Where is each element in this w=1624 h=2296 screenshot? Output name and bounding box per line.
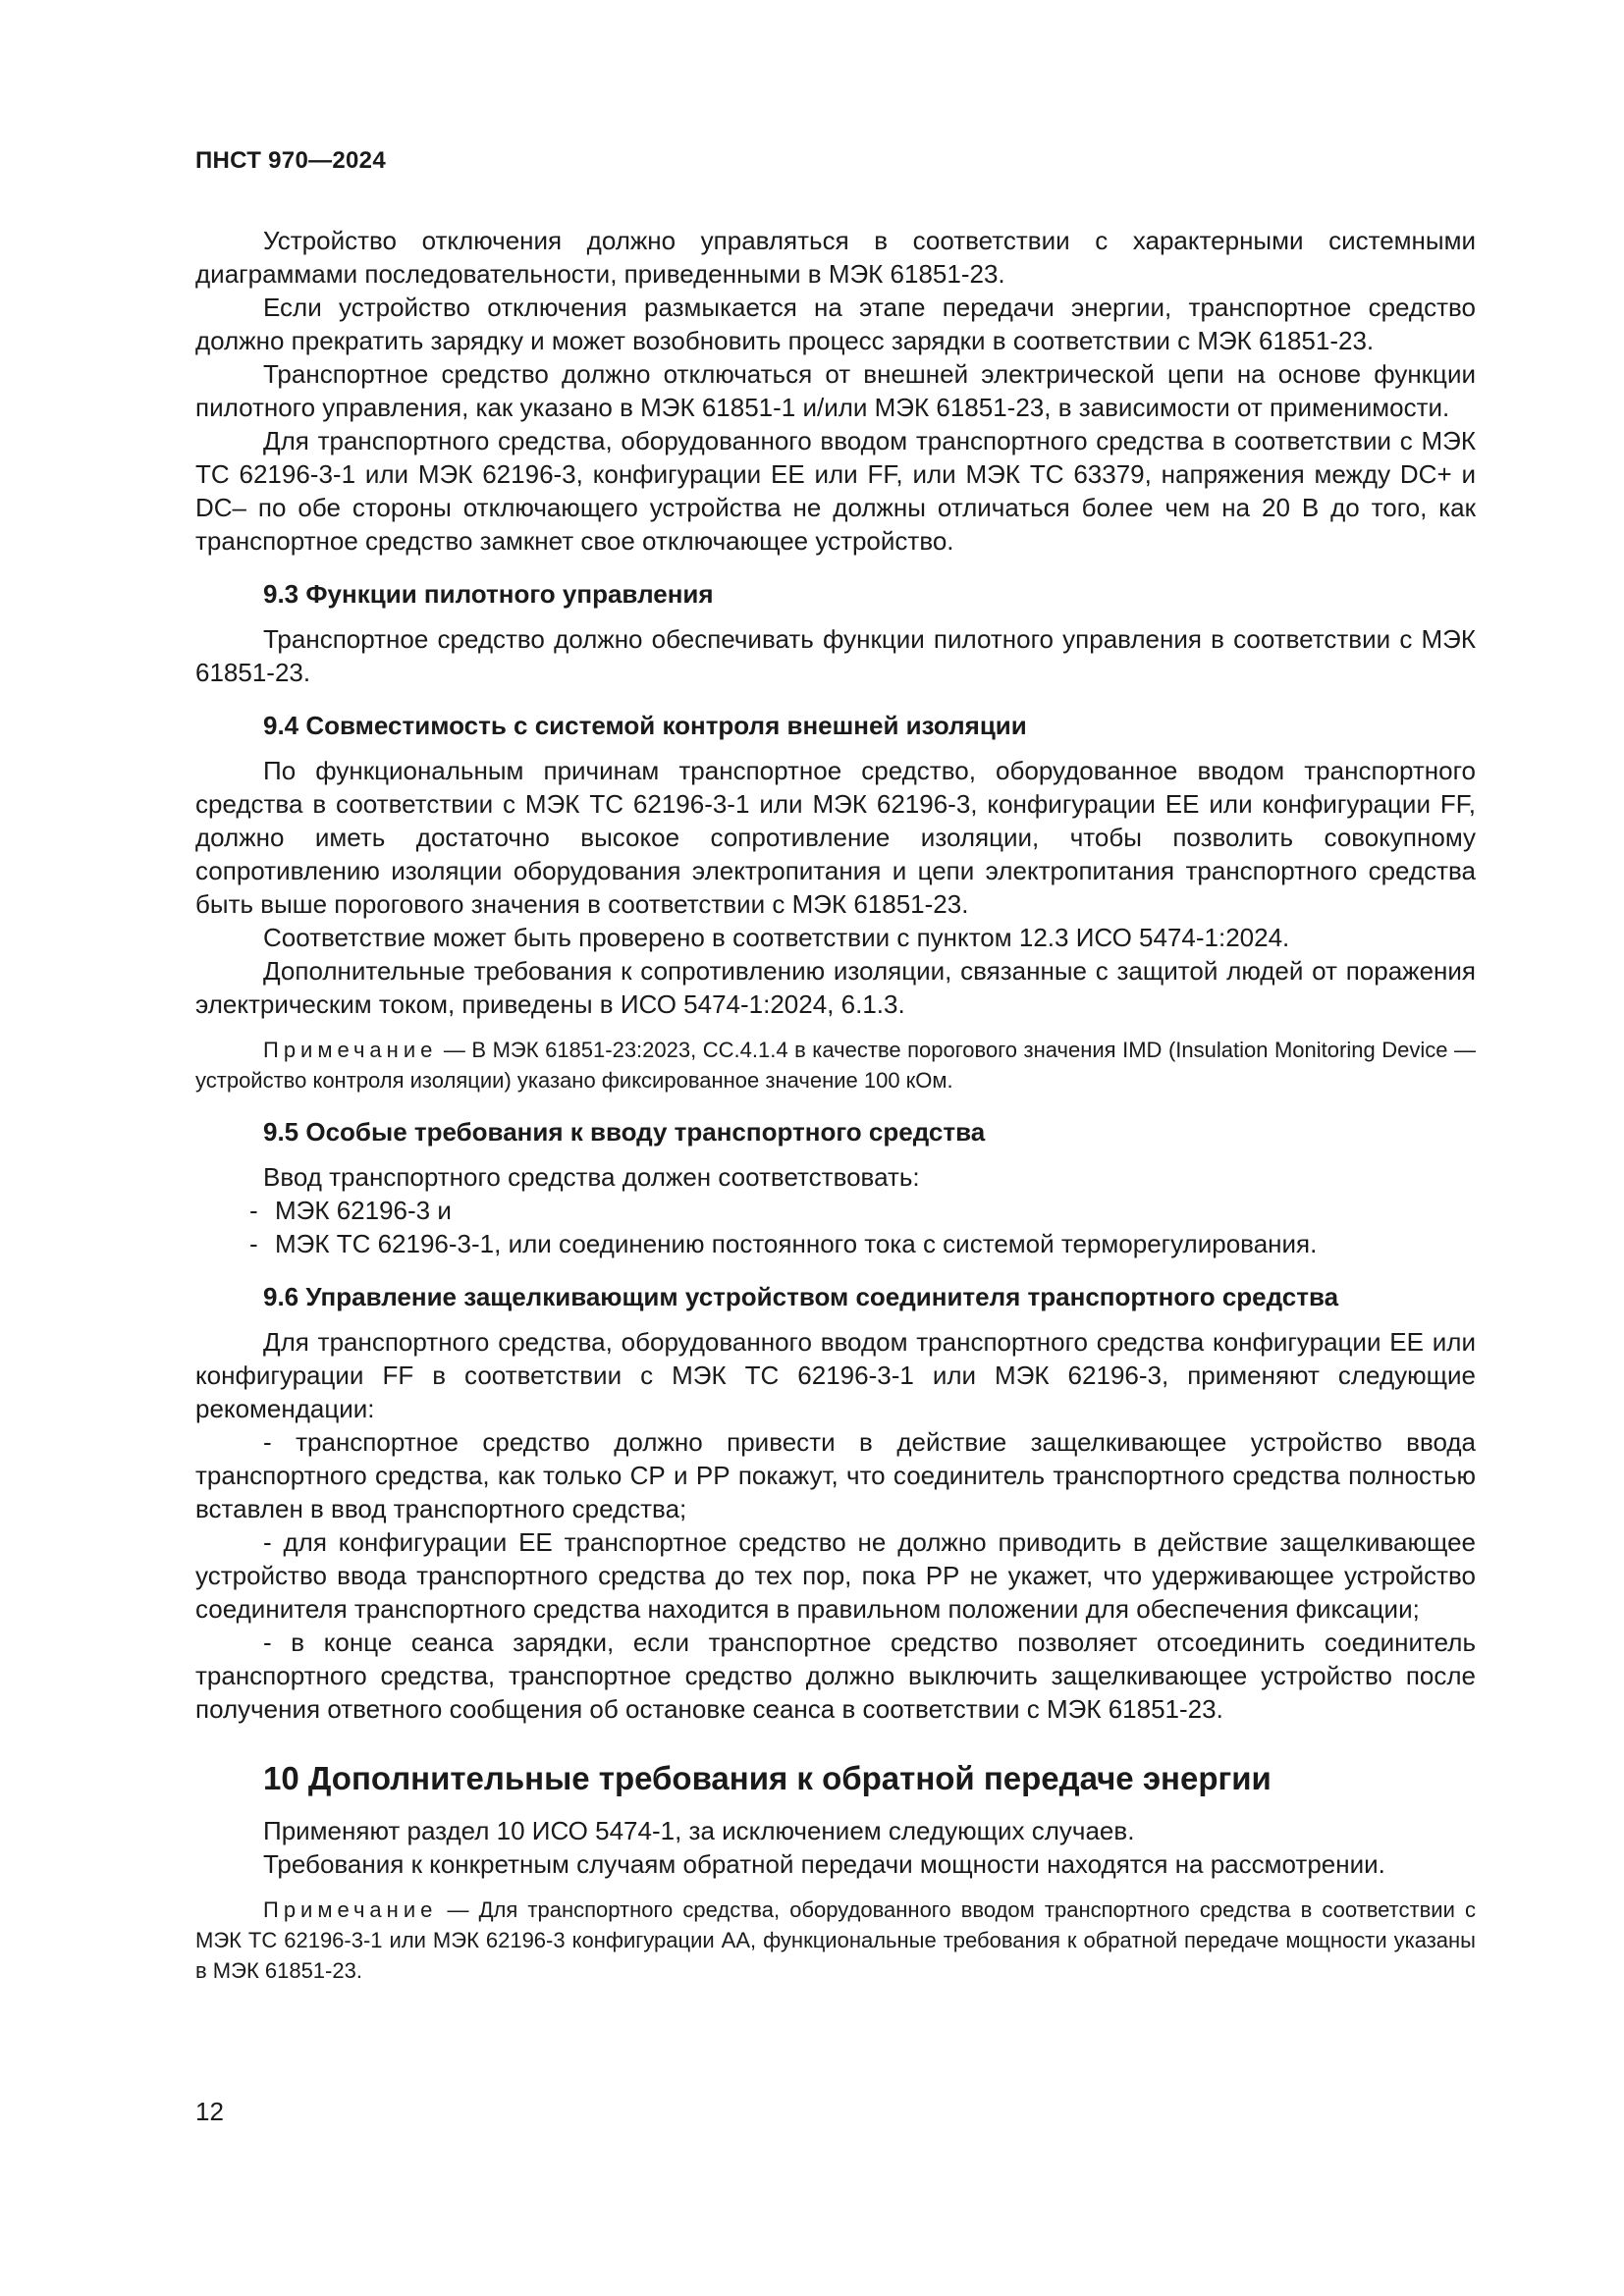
paragraph: Для транспортного средства, оборудованного вводом транспортного средства в соответствии с МЭК ТС 62196-3-1 или МЭК 62196-3, конфигурации ЕЕ или FF, или МЭК ТС 63379, напряжения между DC+ и DC– по обе стороны отключающего устройства не должны отличаться более чем на 20 В до того, как транспортное средство замкнет свое отключающее устройство. (195, 426, 1476, 556)
paragraph: - в конце сеанса зарядки, если транспортное средство позволяет отсоединить соединитель транспортного средства, транспортное средство должно выключить защелкивающее устройство после получения ответного сообщения об остановке сеанса в соответствии с МЭК 61851-23. (195, 1628, 1476, 1724)
note-text: — Для транспортного средства, оборудованного вводом транспортного средства в соответствии с МЭК ТС 62196-3-1 или МЭК 62196-3 конфигурации АА, функциональные требования к обратной передаче мощности указаны в МЭК 61851-23. (195, 1897, 1476, 1983)
paragraph: Для транспортного средства, оборудованного вводом транспортного средства конфигурации ЕЕ или конфигурации FF в соответствии с МЭК ТС 62196-3-1 или МЭК 62196-3, применяют следующие рекомендации: (195, 1327, 1476, 1423)
section-heading-9-4: 9.4 Совместимость с системой контроля внешней изоляции (263, 711, 1027, 740)
paragraph: Если устройство отключения размыкается на этапе передачи энергии, транспортное средство должно прекратить зарядку и может возобновить процесс зарядки в соответствии с МЭК 61851-23. (195, 293, 1476, 355)
paragraph: Устройство отключения должно управляться в соответствии с характерными системными диаграммами последовательности, приведенными в МЭК 61851-23. (195, 226, 1476, 289)
paragraph: Транспортное средство должно обеспечивать функции пилотного управления в соответствии с МЭК 61851-23. (195, 624, 1476, 687)
note-label: Примечание (263, 1038, 438, 1062)
document-body (195, 224, 1476, 1986)
paragraph: Соответствие может быть проверено в соответствии с пунктом 12.3 ИСО 5474-1:2024. (263, 923, 1290, 952)
section-heading-9-5: 9.5 Особые требования к вводу транспортного средства (263, 1117, 986, 1147)
list-bullet: - (249, 1229, 258, 1258)
note-label: Примечание (263, 1897, 438, 1922)
paragraph: Применяют раздел 10 ИСО 5474-1, за исключением следующих случаев. (263, 1816, 1135, 1845)
section-heading-9-6: 9.6 Управление защелкивающим устройством соединителя транспортного средства (263, 1282, 1339, 1311)
page-number: 12 (195, 2097, 224, 2126)
note (195, 1895, 1476, 1986)
list-item-text: МЭК ТС 62196-3-1, или соединению постоянного тока с системой терморегулирования. (275, 1229, 1318, 1258)
list-bullet: - (249, 1196, 258, 1225)
note (195, 1035, 1476, 1095)
list-item (249, 1227, 1476, 1260)
paragraph: Дополнительные требования к сопротивлению изоляции, связанные с защитой людей от поражения электрическим током, приведены в ИСО 5474-1:2024, 6.1.3. (195, 956, 1476, 1019)
section-heading-10: 10 Дополнительные требования к обратной передаче энергии (263, 1760, 1272, 1796)
list-item-text: МЭК 62196-3 и (275, 1196, 452, 1225)
document-header: ПНСТ 970—2024 (195, 147, 386, 174)
paragraph: По функциональным причинам транспортное средство, оборудованное вводом транспортного средства в соответствии с МЭК ТС 62196-3-1 или МЭК 62196-3, конфигурации ЕЕ или конфигурации FF, должно иметь достаточно высокое сопротивление изоляции, чтобы позволить совокупному сопротивлению изоляции оборудования электропитания и цепи электропитания транспортного средства быть выше порогового значения в соответствии с МЭК 61851-23. (195, 756, 1476, 919)
paragraph: Требования к конкретным случаям обратной передачи мощности находятся на рассмотрении. (263, 1849, 1385, 1879)
paragraph: - транспортное средство должно привести в действие защелкивающее устройство ввода транспортного средства, как только СР и РР покажут, что соединитель транспортного средства полностью вставлен в ввод транспортного средства; (195, 1427, 1476, 1523)
paragraph: - для конфигурации ЕЕ транспортное средство не должно приводить в действие защелкивающее устройство ввода транспортного средства до тех пор, пока РР не укажет, что удерживающее устройство соединителя транспортного средства находится в правильном положении для обеспечения фиксации; (195, 1527, 1476, 1624)
list-item (249, 1194, 1476, 1227)
section-heading-9-3: 9.3 Функции пилотного управления (263, 579, 714, 609)
paragraph: Ввод транспортного средства должен соответствовать: (263, 1162, 920, 1192)
paragraph: Транспортное средство должно отключаться от внешней электрической цепи на основе функции пилотного управления, как указано в МЭК 61851-1 и/или МЭК 61851-23, в зависимости от применимости. (195, 359, 1476, 422)
note-text: — В МЭК 61851-23:2023, СС.4.1.4 в качестве порогового значения IMD (Insulation Monitoring Device — устройство контроля изоляции) указано фиксированное значение 100 кОм. (195, 1038, 1476, 1093)
